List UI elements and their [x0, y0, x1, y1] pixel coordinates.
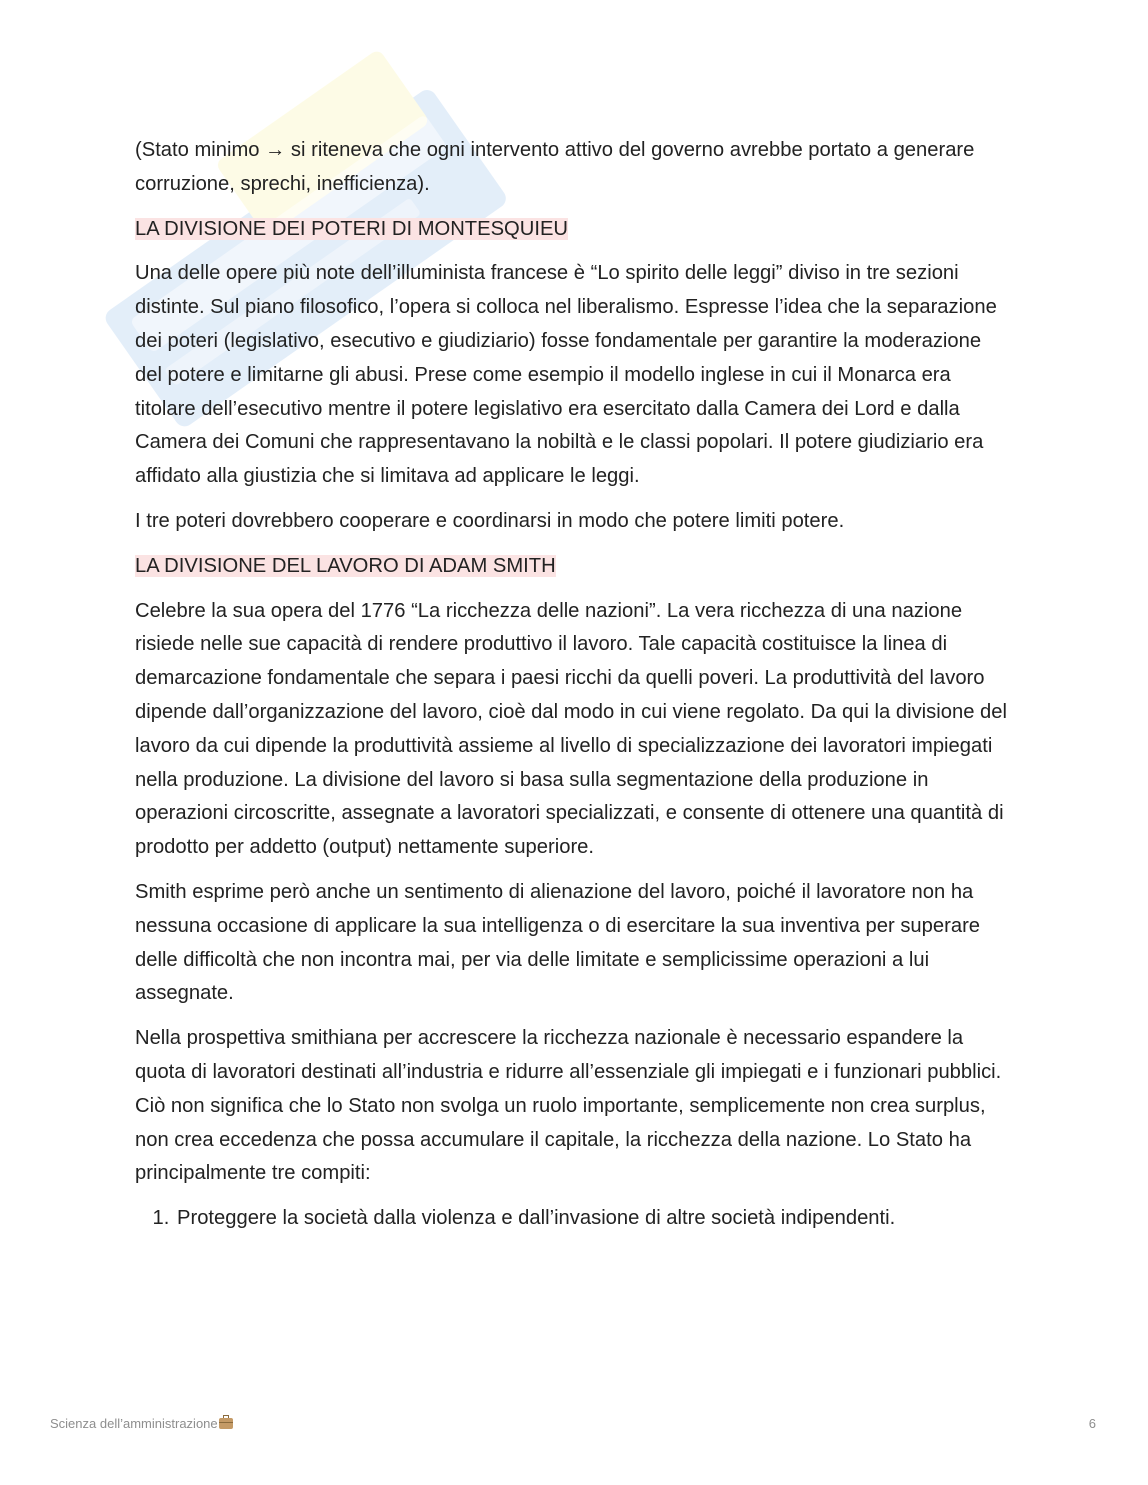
section-heading-text: LA DIVISIONE DEL LAVORO DI ADAM SMITH — [135, 554, 556, 577]
list-item: 1. Proteggere la società dalla violenza e dall’invasione di altre società indipendenti. — [175, 1202, 1010, 1236]
section-heading-text: LA DIVISIONE DEI POTERI DI MONTESQUIEU — [135, 217, 568, 240]
page-number: 6 — [1088, 1416, 1096, 1431]
footer-title — [50, 1416, 233, 1431]
paragraph: Nella prospettiva smithiana per accrescere la ricchezza nazionale è necessario espandere la quota di lavoratori destinati all’industria e ridurre all’essenziale gli impiegati e i funzionari pubblici. Ciò non significa che lo Stato non svolga un ruolo importante, semplicemente non crea surplus, non crea eccedenza che possa accumulare il capitale, la ricchezza della nazione. Lo Stato ha principalmente tre compiti: — [135, 1027, 1002, 1185]
paragraph: Una delle opere più note dell’illuminista francese è “Lo spirito delle leggi” diviso in tre sezioni distinte. Sul piano filosofico, l’opera si colloca nel liberalismo. Espresse l’idea che la separazione dei poteri (legislativo, esecutivo e giudiziario) fosse fondamentale per garantire la moderazione del potere e limitarne gli abusi. Prese come esempio il modello inglese in cui il Monarca era titolare dell’esecutivo mentre il potere legislativo era esercitato dalla Camera dei Lord e dalla Camera dei Comuni che rappresentavano la nobiltà e le classi popolari. Il potere giudiziario era affidato alla giustizia che si limitava ad applicare le leggi. — [135, 262, 997, 488]
page-content — [135, 134, 1010, 1236]
intro-paragraph: (Stato minimo → si riteneva che ogni intervento attivo del governo avrebbe portato a generare corruzione, sprechi, inefficienza). — [135, 139, 975, 195]
numbered-list — [135, 1202, 1010, 1236]
section-heading-adam-smith — [135, 550, 1010, 584]
footer-title-text: Scienza dell’amministrazione — [50, 1416, 218, 1431]
paragraph: Smith esprime però anche un sentimento di alienazione del lavoro, poiché il lavoratore non ha nessuna occasione di applicare la sua intelligenza o di esercitare la sua inventiva per superare delle difficoltà che non incontra mai, per via delle limitate e semplicissime operazioni a lui assegnate. — [135, 880, 981, 1005]
paragraph: I tre poteri dovrebbero cooperare e coordinarsi in modo che potere limiti potere. — [135, 509, 845, 532]
paragraph: Celebre la sua opera del 1776 “La ricchezza delle nazioni”. La vera ricchezza di una nazione risiede nelle sue capacità di rendere produttivo il lavoro. Tale capacità costituisce la linea di demarcazione fondamentale che separa i paesi ricchi da quelli poveri. La produttività del lavoro dipende dall’organizzazione del lavoro, cioè dal modo in cui viene regolato. Da qui la divisione del lavoro da cui dipende la produttività assieme al livello di specializzazione dei lavoratori impiegati nella produzione. La divisione del lavoro si basa sulla segmentazione della produzione in operazioni circoscritte, assegnate a lavoratori specializzati, e consente di ottenere una quantità di prodotto per addetto (output) nettamente superiore. — [135, 599, 1007, 859]
briefcase-icon — [219, 1418, 233, 1429]
section-heading-montesquieu — [135, 213, 1010, 247]
